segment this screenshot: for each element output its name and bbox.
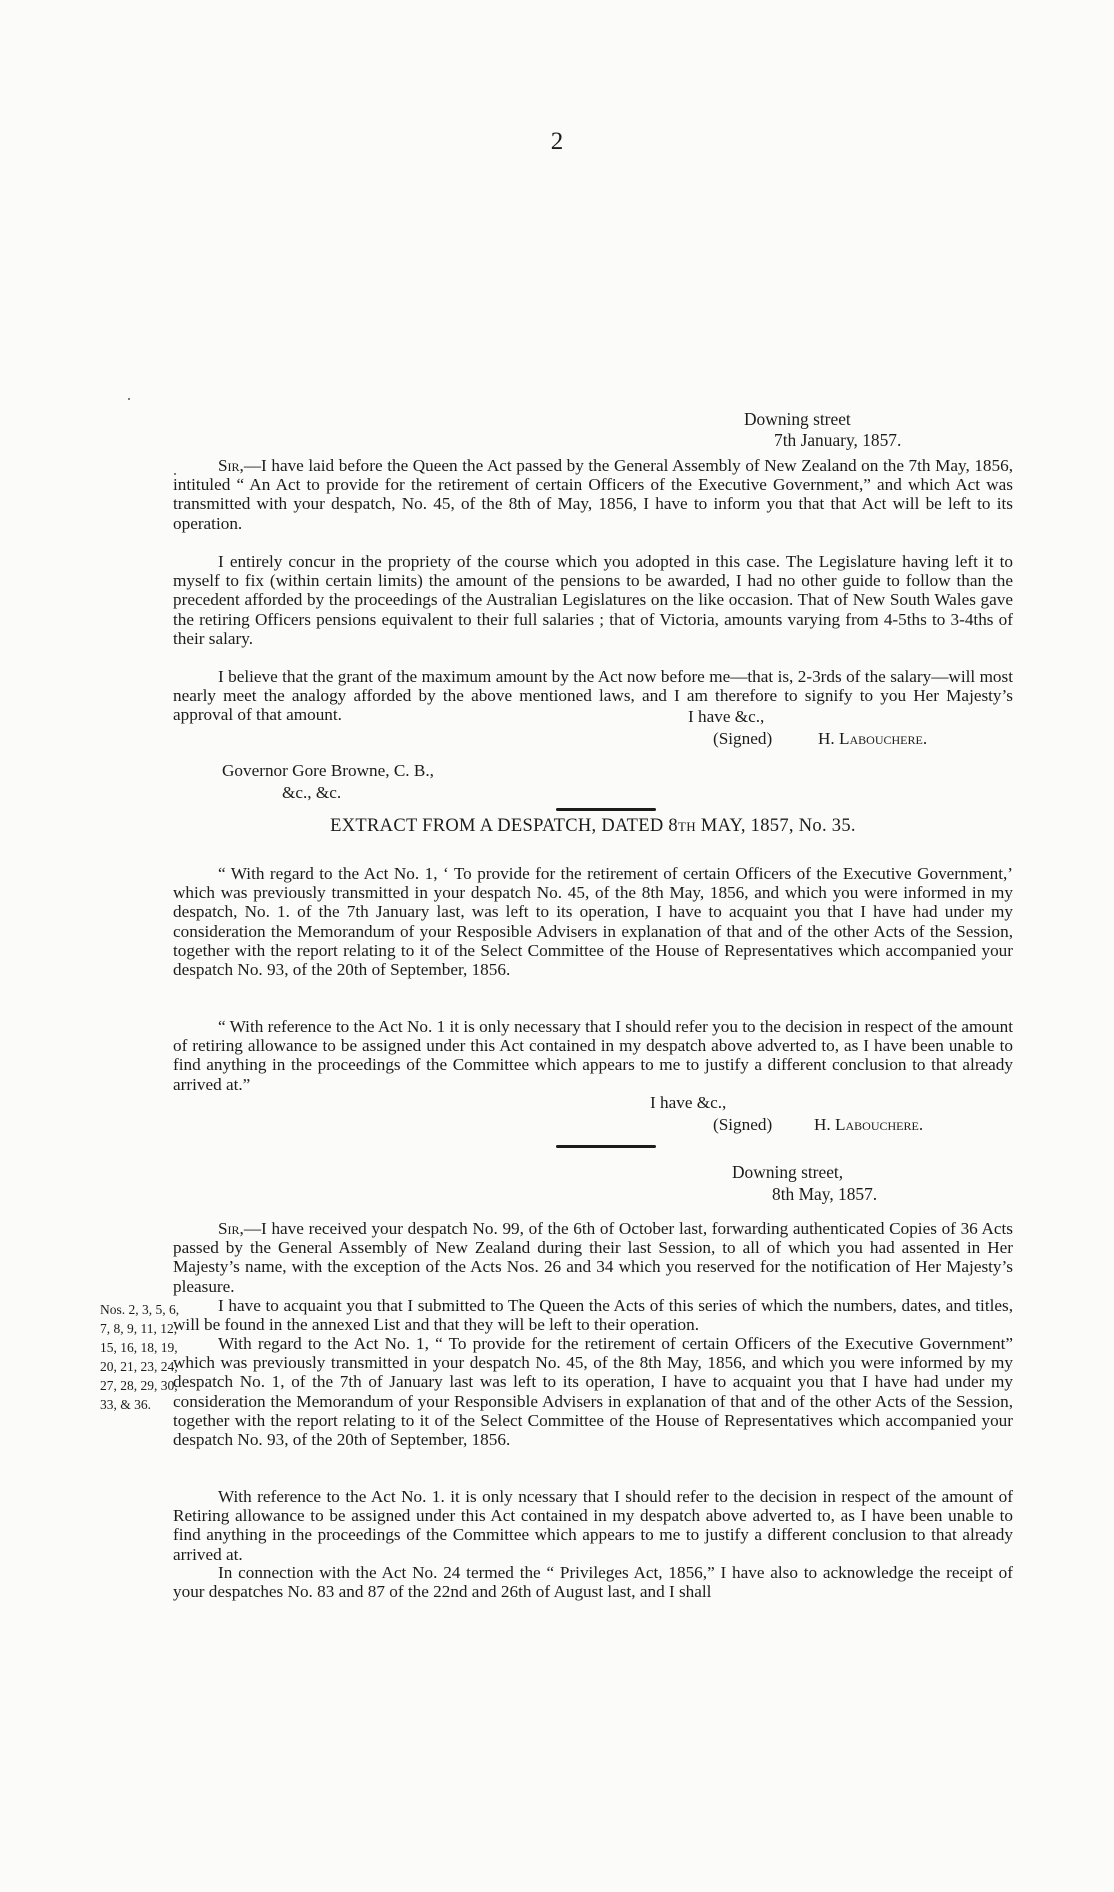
letter2-paragraph-1: [173, 1219, 1013, 1296]
letter1-date: 7th January, 1857.: [774, 430, 902, 450]
extract-heading: [173, 816, 1013, 837]
letter2-paragraph-3: With regard to the Act No. 1, “ To provide for the retirement of certain Officers of the Executive Government” which was previously transmitted in your despatch No. 45, of the 8th May, 1856, and which you were informed by my despatch No. 1, of the 7th of January last was left to its operation, I have to acquaint you that I have had under my consideration the Memorandum of your Responsible Advisers in explanation of that and of the other Acts of the Session, together with the report relating to it of the Select Committee of the House of Representatives which accompanied your despatch No. 93, of the 20th of September, 1856.: [173, 1334, 1013, 1450]
print-speck: [128, 398, 130, 400]
letter2-date: 8th May, 1857.: [772, 1184, 878, 1204]
extract-signer: H. Labouchere.: [814, 1115, 924, 1134]
letter1-place: Downing street: [744, 409, 851, 429]
letter2-paragraph-2: I have to acquaint you that I submitted to The Queen the Acts of this series of which the numbers, dates, and titles, will be found in the annexed List and that they will be left to their operation.: [173, 1296, 1013, 1335]
margin-note-line: 7, 8, 9, 11, 12,: [100, 1321, 178, 1336]
extract-heading-date: 8th: [668, 816, 696, 836]
extract-signed-label: (Signed): [713, 1115, 773, 1134]
letter1-paragraph-2: I entirely concur in the propriety of the course which you adopted in this case. The Legislature having left it to myself to fix (within certain limits) the amount of the pensions to be awarded, I had no other guide to follow than the precedent afforded by the proceedings of the Australian Legislatures on the like occasion. That of New South Wales gave the retiring Officers pensions equivalent to their full salaries ; that of Victoria, amounts varying from 4-5ths to 3-4ths of their salary.: [173, 552, 1013, 648]
letter2-paragraph-4: With reference to the Act No. 1. it is only ncessary that I should refer to the decision in respect of the amount of Retiring allowance to be assigned under this Act contained in my despatch above adverted to, as I have been unable to find anything in the proceedings of the Committee which appears to me to justify a different conclusion to that already arrived at.: [173, 1487, 1013, 1564]
letter1-paragraph-1: [173, 456, 1013, 533]
letter1-signed-label: (Signed): [713, 729, 773, 748]
letter2-place: Downing street,: [732, 1162, 844, 1182]
section-divider: [556, 1145, 656, 1148]
letter1-salutation: Sir,: [218, 456, 244, 475]
margin-note-line: Nos. 2, 3, 5, 6,: [100, 1302, 180, 1317]
letter1-addressee-etc: &c., &c.: [282, 783, 342, 802]
extract-heading-main: EXTRACT FROM A DESPATCH, DATED: [330, 816, 664, 836]
letter2-p1-text: —I have received your despatch No. 99, of the 6th of October last, forwarding authenticated Copies of 36 Acts passed by the General Assembly of New Zealand during their last Session, to all of which you had assented in Her Majesty’s name, with the exception of the Acts Nos. 26 and 34 which you reserved for the notification of Her Majesty’s pleasure.: [173, 1219, 1013, 1296]
section-divider: [556, 808, 656, 811]
margin-note-line: 33, & 36.: [100, 1397, 152, 1412]
extract-paragraph-2: “ With reference to the Act No. 1 it is only necessary that I should refer you to the decision in respect of the amount of retiring allowance to be assigned under this Act contained in my despatch above adverted to, as I have been unable to find anything in the proceedings of the Committee which appears to me to justify a different conclusion to that already arrived at.”: [173, 1017, 1013, 1094]
page-number: 2: [550, 128, 564, 155]
letter1-paragraph-3: I believe that the grant of the maximum amount by the Act now before me—that is, 2-3rds of the salary—will most nearly meet the analogy afforded by the above mentioned laws, and I am therefore to signify to you Her Majesty’s approval of that amount.: [173, 667, 1013, 725]
margin-note-act-numbers: [100, 1300, 180, 1414]
letter2-salutation: Sir,: [218, 1219, 244, 1238]
margin-note-line: 27, 28, 29, 30,: [100, 1378, 178, 1393]
extract-heading-rest: MAY, 1857, No. 35.: [700, 816, 856, 836]
letter1-closing: I have &c.,: [688, 707, 765, 726]
letter1-signer: H. Labouchere.: [818, 729, 928, 748]
letter1-addressee: Governor Gore Browne, C. B.,: [222, 761, 434, 780]
letter1-p1-text: —I have laid before the Queen the Act passed by the General Assembly of New Zealand on the 7th May, 1856, intituled “ An Act to provide for the retirement of certain Officers of the Executive Government,” and which Act was transmitted with your despatch, No. 45, of the 8th of May, 1856, I have to inform you that that Act will be left to its operation.: [173, 456, 1013, 533]
margin-note-line: 20, 21, 23, 24,: [100, 1359, 178, 1374]
extract-closing: I have &c.,: [650, 1093, 727, 1112]
margin-note-line: 15, 16, 18, 19,: [100, 1340, 178, 1355]
extract-paragraph-1: “ With regard to the Act No. 1, ‘ To provide for the retirement of certain Officers of the Executive Government,’ which was previously transmitted in your despatch No. 45, of the 8th May, 1856, and which you were informed in my despatch, No. 1. of the 7th January last, was left to its operation, I have to acquaint you that I have had under my consideration the Memorandum of your Resposible Advisers in explanation of that and of the other Acts of the Session, together with the report relating to it of the Select Committee of the House of Representatives which accompanied your despatch No. 93, of the 20th of September, 1856.: [173, 864, 1013, 980]
letter2-paragraph-5: In connection with the Act No. 24 termed the “ Privileges Act, 1856,” I have also to acknowledge the receipt of your despatches No. 83 and 87 of the 22nd and 26th of August last, and I shall: [173, 1563, 1013, 1602]
